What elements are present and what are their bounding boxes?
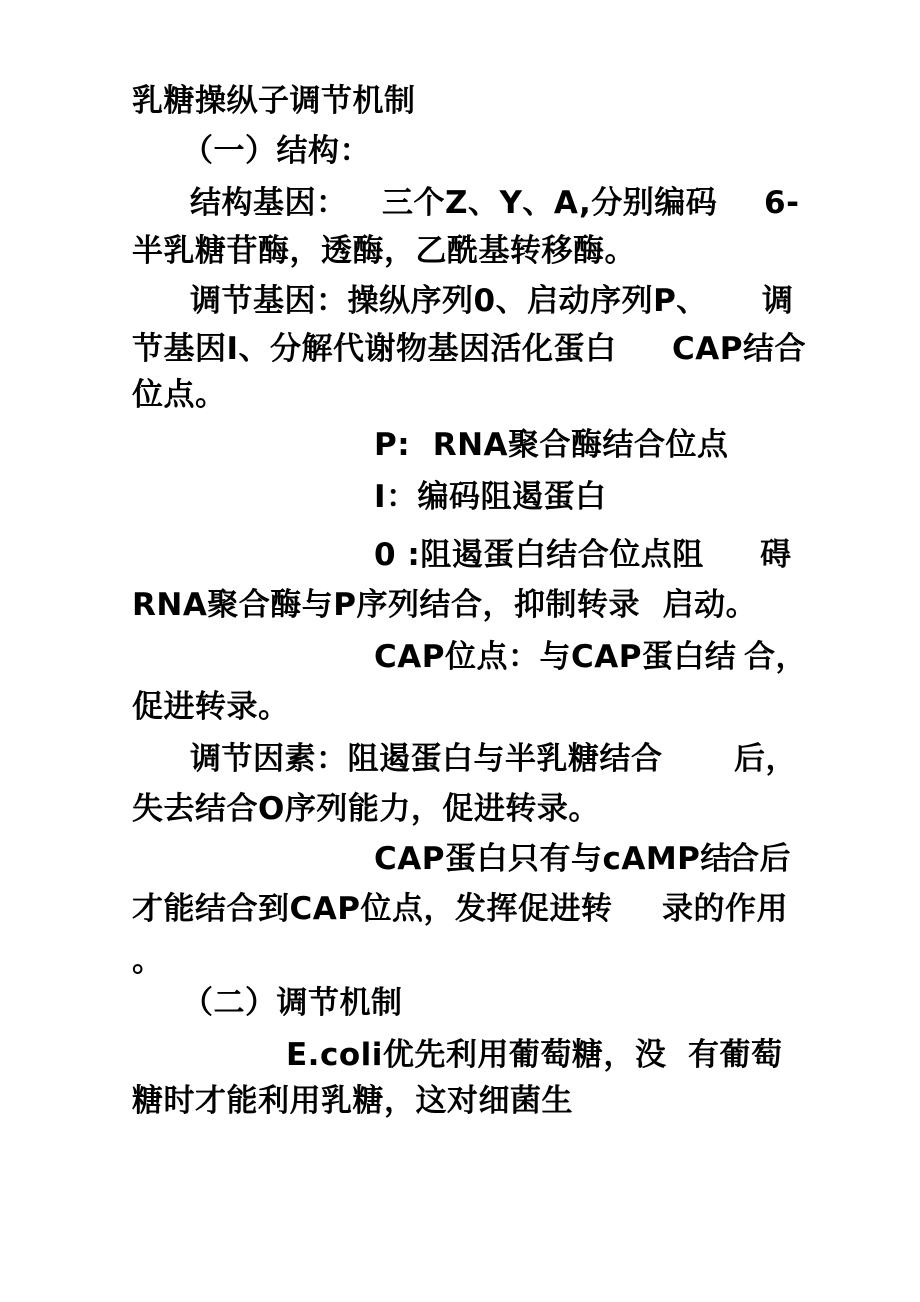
cap-protein-line3: 。 — [132, 943, 164, 979]
p-site-item: P: RNA聚合酶结合位点 — [374, 427, 729, 463]
structural-gene-text: 三个Z、Y、A,分别编码 — [382, 185, 718, 221]
o-site-line1-end: 碍 — [760, 537, 792, 573]
document-title: 乳糖操纵子调节机制 — [132, 83, 416, 119]
o-site-line1: 0 :阻遏蛋白结合位点阻 — [374, 537, 704, 573]
cap-site-line1: CAP位点：与CAP蛋白结 — [374, 639, 737, 675]
regulatory-factors-line2: 失去结合O序列能力，促进转录。 — [132, 791, 600, 827]
cap-protein-line2-end: 录的作用 — [662, 891, 788, 927]
structural-gene-text-end: 6- — [764, 185, 800, 221]
mechanism-line2: 糖时才能利用乳糖，这对细菌生 — [132, 1083, 573, 1119]
structural-gene-label: 结构基因： — [190, 185, 348, 221]
section-heading-mechanism: （二）调节机制 — [182, 985, 403, 1021]
regulatory-gene-line2: 节基因I、分解代谢物基因活化蛋白 — [132, 331, 617, 367]
mechanism-line1: E.coli优先利用葡萄糖，没 — [286, 1037, 667, 1073]
i-gene-item: I：编码阻遏蛋白 — [374, 479, 607, 515]
mechanism-line1-end: 有葡萄 — [688, 1037, 783, 1073]
regulatory-gene-line1: 调节基因：操纵序列0、启动序列P、 — [190, 283, 708, 319]
regulatory-gene-line1-end: 调 — [762, 283, 794, 319]
cap-protein-line1: CAP蛋白只有与cAMP结 — [374, 841, 732, 877]
regulatory-gene-line2-end: CAP结合 — [672, 331, 806, 367]
cap-protein-line1-end: 合后 — [728, 841, 791, 877]
cap-site-line1-end: 合， — [744, 639, 807, 675]
section-heading-structure: （一）结构： — [182, 133, 371, 169]
o-site-line2: RNA聚合酶与P序列结合，抑制转录 启动。 — [132, 587, 758, 623]
cap-site-line2: 促进转录。 — [132, 689, 290, 725]
regulatory-factors-line1-end: 后， — [734, 741, 797, 777]
regulatory-gene-line3: 位点。 — [132, 377, 227, 413]
cap-protein-line2: 才能结合到CAP位点，发挥促进转 — [132, 891, 613, 927]
regulatory-factors-line1: 调节因素：阻遏蛋白与半乳糖结合 — [190, 741, 663, 777]
structural-gene-enzymes: 半乳糖苷酶，透酶，乙酰基转移酶。 — [132, 233, 636, 269]
